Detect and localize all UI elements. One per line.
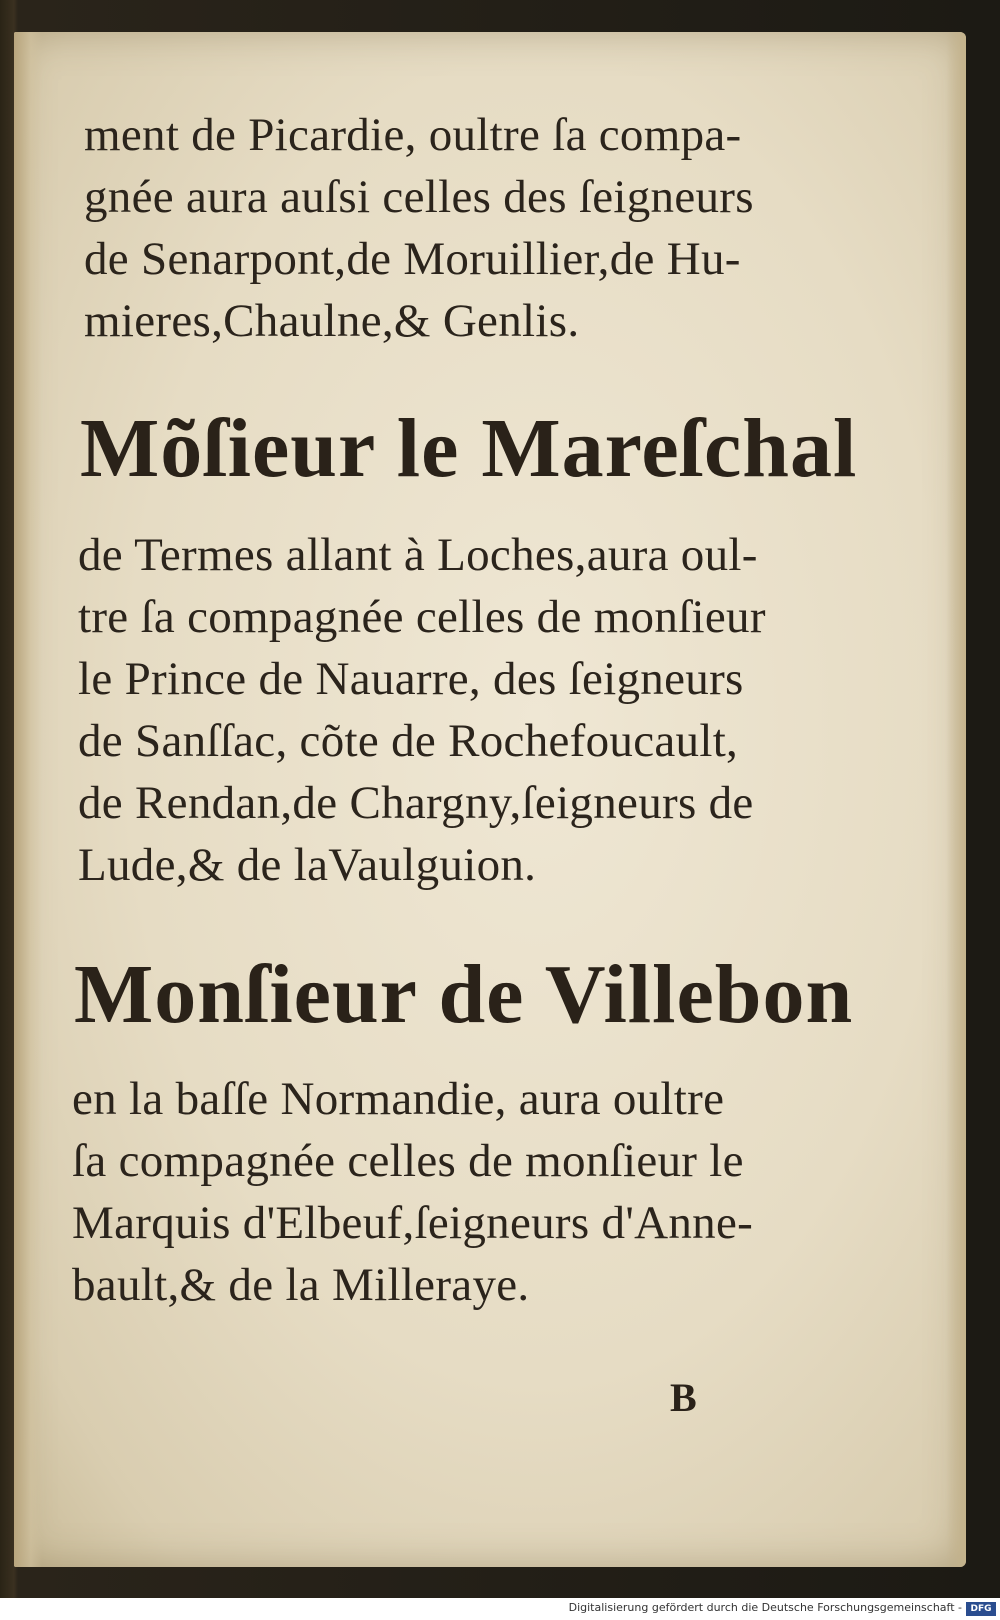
text-line: gnée aura auſsi celles des ſeigneurs — [84, 171, 754, 223]
heading-marshal: Mõſieur le Mareſchal — [80, 402, 858, 495]
dfg-logo: DFG — [966, 1602, 996, 1616]
page-edge — [946, 32, 966, 1567]
page-gutter — [14, 32, 42, 1567]
footer-credit: Digitalisierung gefördert durch die Deutsche Forschungsgemeinschaft - — [568, 1601, 962, 1614]
paragraph-3 — [72, 1068, 753, 1316]
paragraph-1 — [84, 104, 754, 352]
text-line: en la baſſe Normandie, aura oultre — [72, 1073, 725, 1125]
digitization-footer — [0, 1598, 1000, 1620]
text-line: mieres,Chaulne,& Genlis. — [84, 295, 580, 347]
text-line: ment de Picardie, oultre ſa compa- — [84, 109, 742, 161]
paragraph-2 — [78, 524, 766, 896]
text-line: de Sanſſac, cõte de Rochefoucault, — [78, 715, 739, 767]
text-line: tre ſa compagnée celles de monſieur — [78, 591, 766, 643]
text-line: de Termes allant à Loches,aura oul- — [78, 529, 758, 581]
text-line: de Rendan,de Chargny,ſeigneurs de — [78, 777, 754, 829]
book-page — [14, 32, 966, 1567]
heading-villebon: Monſieur de Villebon — [74, 948, 854, 1041]
text-line: de Senarpont,de Moruillier,de Hu- — [84, 233, 741, 285]
text-line: ſa compagnée celles de monſieur le — [72, 1135, 744, 1187]
signature-mark: B — [670, 1375, 697, 1420]
text-line: Lude,& de laVaulguion. — [78, 839, 537, 891]
text-line: Marquis d'Elbeuf,ſeigneurs d'Anne- — [72, 1197, 754, 1249]
text-line: le Prince de Nauarre, des ſeigneurs — [78, 653, 744, 705]
text-line: bault,& de la Milleraye. — [72, 1259, 530, 1311]
